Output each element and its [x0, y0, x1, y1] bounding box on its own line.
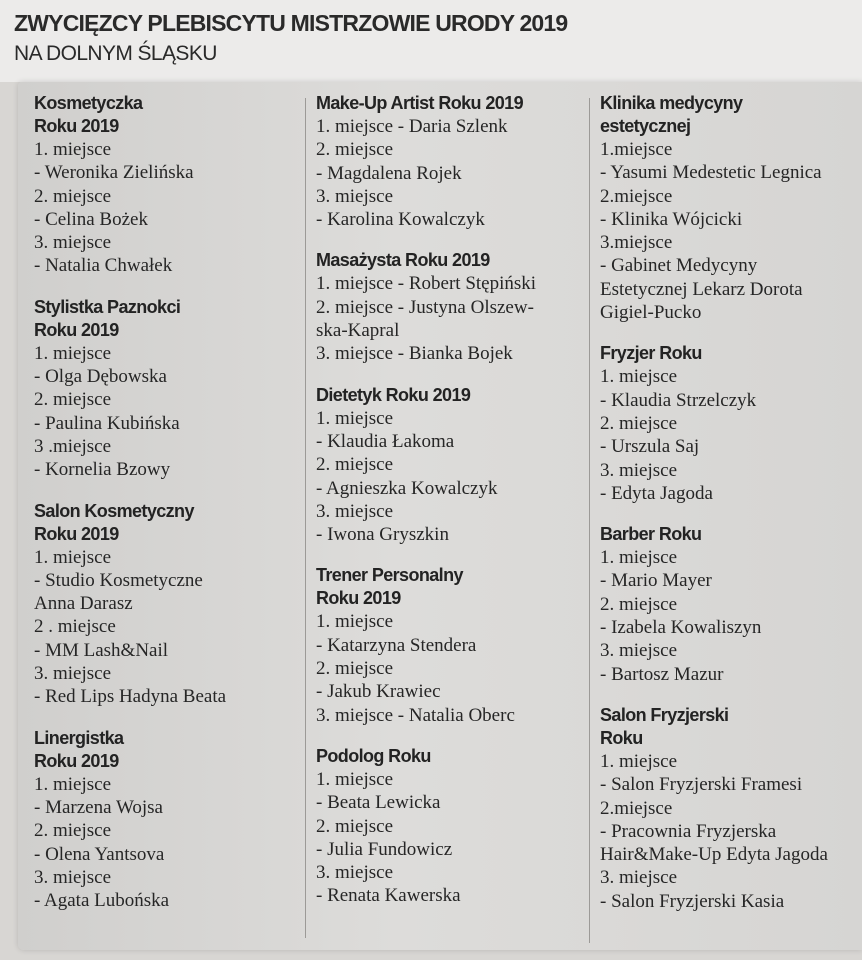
- column-divider: [305, 98, 306, 938]
- result-line: 3. miejsce: [316, 185, 394, 207]
- category-heading: Roku: [600, 727, 643, 748]
- result-line: 3. miejsce: [600, 459, 678, 481]
- result-line: 3 .miejsce: [34, 435, 112, 457]
- result-line: - Klaudia Strzelczyk: [600, 389, 757, 411]
- award-category: [316, 92, 586, 231]
- result-line: - Karolina Kowalczyk: [316, 209, 485, 231]
- result-line: - Agnieszka Kowalczyk: [316, 477, 498, 499]
- category-heading: Salon Kosmetyczny: [34, 500, 194, 521]
- result-line: 3. miejsce: [316, 500, 394, 522]
- result-line: - Studio Kosmetyczne: [34, 569, 203, 591]
- result-line: - Magdalena Rojek: [316, 162, 462, 184]
- result-line: 2. miejsce: [316, 454, 394, 476]
- page-title: ZWYCIĘZCY PLEBISCYTU MISTRZOWIE URODY 2019: [14, 10, 568, 36]
- result-line: 2. miejsce: [316, 658, 394, 680]
- result-line: 3. miejsce: [600, 867, 678, 889]
- result-line: 1. miejsce: [600, 366, 678, 388]
- results-column-1: [34, 92, 304, 930]
- result-line: 1.miejsce: [600, 139, 673, 160]
- category-heading: Masażysta Roku 2019: [316, 250, 490, 271]
- award-category: [600, 92, 862, 324]
- category-heading: Roku 2019: [316, 588, 401, 609]
- result-line: - Salon Fryzjerski Framesi: [600, 774, 803, 796]
- result-line: - Olena Yantsova: [34, 843, 165, 865]
- award-category: [34, 296, 304, 482]
- result-line: 3. miejsce - Bianka Bojek: [316, 343, 513, 365]
- result-line: Gigiel-Pucko: [600, 302, 702, 324]
- result-line: - Yasumi Medestetic Legnica: [600, 162, 822, 184]
- category-heading: Salon Fryzjerski: [600, 704, 729, 725]
- result-line: Estetycznej Lekarz Dorota: [600, 278, 803, 300]
- result-line: 2. miejsce: [34, 820, 112, 842]
- result-line: 3. miejsce: [34, 866, 112, 888]
- result-line: - Renata Kawerska: [316, 885, 461, 907]
- category-heading: estetycznej: [600, 116, 691, 136]
- category-heading: Roku 2019: [34, 750, 119, 771]
- category-heading: Dietetyk Roku 2019: [316, 384, 471, 405]
- result-line: 1. miejsce: [316, 611, 394, 633]
- result-line: 3.miejsce: [600, 232, 673, 254]
- page-subtitle: NA DOLNYM ŚLĄSKU: [14, 42, 217, 65]
- award-category: [600, 704, 862, 913]
- category-heading: Linergistka: [34, 727, 124, 748]
- category-heading: Make-Up Artist Roku 2019: [316, 93, 523, 113]
- result-line: 1. miejsce: [316, 407, 394, 429]
- result-line: - Urszula Saj: [600, 436, 700, 458]
- result-line: - Bartosz Mazur: [600, 663, 724, 685]
- result-line: 1. miejsce - Robert Stępiński: [316, 273, 537, 295]
- result-line: - Red Lips Hadyna Beata: [34, 686, 227, 708]
- award-category: [34, 727, 304, 913]
- result-line: 1. miejsce: [34, 546, 112, 568]
- category-heading: Stylistka Paznokci: [34, 296, 181, 317]
- result-line: - Paulina Kubińska: [34, 412, 180, 434]
- result-line: 3. miejsce: [316, 862, 394, 884]
- column-divider: [589, 98, 590, 943]
- award-category: [600, 523, 862, 686]
- results-column-2: [316, 92, 586, 926]
- result-line: 1. miejsce: [600, 547, 678, 569]
- category-heading: Podolog Roku: [316, 745, 431, 766]
- category-heading: Klinika medycyny: [600, 93, 743, 113]
- award-category: [316, 564, 586, 726]
- award-category: [316, 249, 586, 365]
- result-line: - Klaudia Łakoma: [316, 430, 455, 452]
- award-category: [316, 745, 586, 908]
- award-category: [600, 342, 862, 505]
- result-line: 2. miejsce: [316, 139, 394, 161]
- result-line: 1. miejsce - Daria Szlenk: [316, 116, 508, 137]
- result-line: 1. miejsce: [34, 342, 112, 364]
- result-line: 2. miejsce - Justyna Olszew-: [316, 296, 534, 318]
- category-heading: Kosmetyczka: [34, 93, 143, 113]
- result-line: - Natalia Chwałek: [34, 255, 173, 277]
- result-line: - Julia Fundowicz: [316, 838, 453, 860]
- result-line: - Salon Fryzjerski Kasia: [600, 890, 785, 912]
- category-heading: Roku 2019: [34, 523, 119, 544]
- category-heading: Trener Personalny: [316, 565, 463, 586]
- award-category: [34, 500, 304, 709]
- result-line: 3. miejsce: [34, 232, 112, 254]
- result-line: - Celina Bożek: [34, 208, 148, 230]
- category-heading: Barber Roku: [600, 524, 702, 545]
- result-line: 1. miejsce: [600, 750, 678, 772]
- results-column-3: [600, 92, 862, 931]
- result-line: 1. miejsce: [34, 773, 112, 795]
- result-line: 2.miejsce: [600, 185, 673, 207]
- result-line: 3. miejsce - Natalia Oberc: [316, 704, 515, 726]
- category-heading: Roku 2019: [34, 319, 119, 340]
- result-line: - Katarzyna Stendera: [316, 634, 477, 656]
- result-line: 3. miejsce: [600, 640, 678, 662]
- result-line: - Pracownia Fryzjerska: [600, 820, 777, 842]
- result-line: - Edyta Jagoda: [600, 482, 713, 504]
- result-line: 2. miejsce: [600, 412, 678, 434]
- result-line: - Mario Mayer: [600, 570, 712, 592]
- result-line: - Kornelia Bzowy: [34, 459, 171, 481]
- award-category: [34, 92, 304, 278]
- result-line: 2. miejsce: [316, 815, 394, 837]
- category-heading: Roku 2019: [34, 116, 119, 136]
- result-line: 2. miejsce: [600, 593, 678, 615]
- result-line: Hair&Make-Up Edyta Jagoda: [600, 844, 828, 866]
- result-line: - Izabela Kowaliszyn: [600, 617, 762, 639]
- page-header: [0, 0, 862, 82]
- result-line: - Gabinet Medycyny: [600, 255, 758, 277]
- award-category: [316, 384, 586, 547]
- result-line: - MM Lash&Nail: [34, 639, 169, 661]
- result-line: - Iwona Gryszkin: [316, 524, 449, 546]
- category-heading: Fryzjer Roku: [600, 343, 702, 364]
- result-line: - Beata Lewicka: [316, 792, 441, 814]
- result-line: 3. miejsce: [34, 663, 112, 685]
- result-line: 2.miejsce: [600, 797, 673, 819]
- result-line: 2 . miejsce: [34, 616, 116, 638]
- result-line: - Agata Lubońska: [34, 890, 170, 912]
- result-line: 1. miejsce: [316, 768, 394, 790]
- result-line: 2. miejsce: [34, 389, 112, 411]
- result-line: - Olga Dębowska: [34, 366, 167, 388]
- result-line: - Weronika Zielińska: [34, 162, 194, 184]
- result-line: 1. miejsce: [34, 139, 112, 160]
- result-line: - Jakub Krawiec: [316, 681, 441, 703]
- result-line: 2. miejsce: [34, 185, 112, 207]
- result-line: - Marzena Wojsa: [34, 796, 163, 818]
- result-line: - Klinika Wójcicki: [600, 208, 743, 230]
- result-line: ska-Kapral: [316, 320, 400, 342]
- result-line: Anna Darasz: [34, 593, 133, 615]
